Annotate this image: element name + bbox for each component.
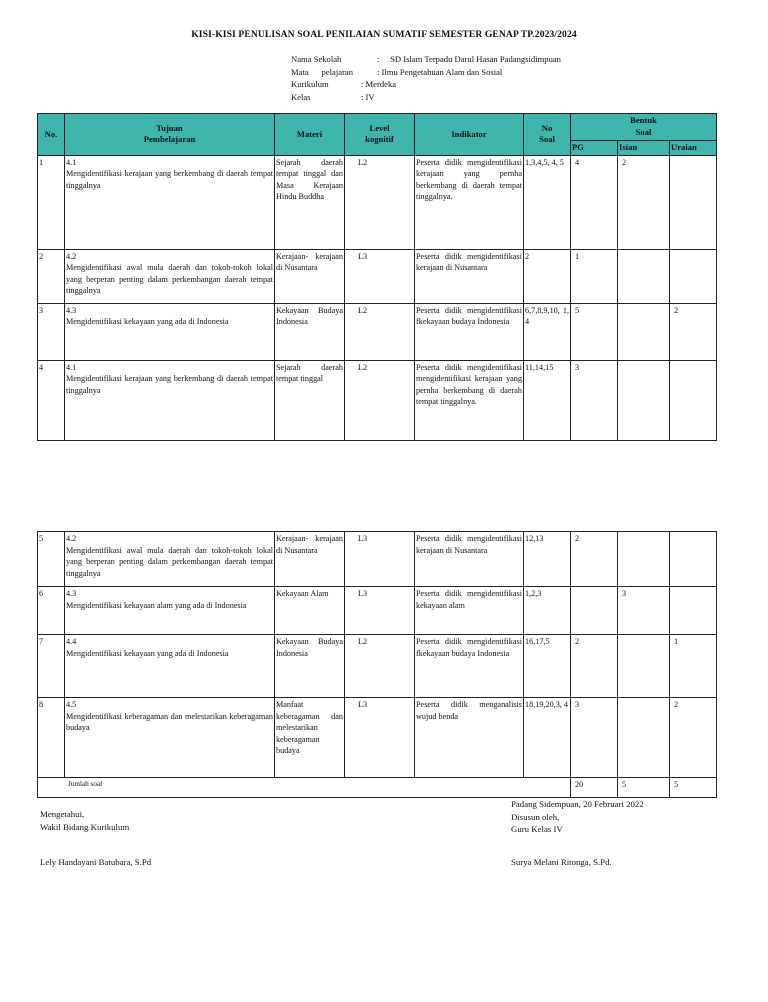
info-label: Kurikulum (291, 79, 329, 89)
materi-cell: Kerajaan- kerajaan di Nusantara (275, 532, 345, 587)
materi-cell: Kekayaan Budaya Indonesia (275, 303, 345, 360)
table-row (38, 532, 717, 587)
materi-cell: Kekayaan Alam (275, 587, 345, 635)
row-no: 1 (38, 155, 65, 249)
info-row-class (291, 91, 561, 104)
table-row (38, 303, 717, 360)
tp-code: 4.3 (66, 589, 77, 598)
header-isian: Isian (618, 141, 670, 156)
header-uraian: Uraian (670, 141, 717, 156)
indikator-cell: Peserta didik mengidentifikasi kerajaan di Nusantara (415, 249, 524, 303)
indikator-cell: Peserta didik mengidentifikasi kekayaan alam (415, 587, 524, 635)
info-value: : SD Islam Terpadu Darul Hasan Padangsidimpuan (377, 54, 561, 64)
no-soal-cell: 16,17,5 (524, 635, 571, 698)
signature-right-name: Surya Melani Ritonga, S.Pd. (511, 857, 612, 867)
row-no: 3 (38, 303, 65, 360)
tp-code: 4.4 (66, 637, 77, 646)
isian-cell: 3 (618, 587, 670, 635)
tujuan-cell (65, 587, 275, 635)
tp-text: Mengidentifikasi kerajaan yang berkembang di daerah tempat tinggalnya (66, 374, 273, 395)
header-bentuk-soal: Bentuk Soal (571, 114, 717, 141)
info-value: : IV (361, 91, 375, 102)
pg-cell (571, 587, 618, 635)
tp-code: 4.2 (66, 534, 77, 543)
isian-cell (618, 635, 670, 698)
materi-cell: Sejarah daerah tempat tinggal dan Masa Kerajaan Hindu Buddha (275, 155, 345, 249)
tp-text: Mengidentifikasi awal mula daerah dan tokoh-tokoh lokal yang berperan penting dalam perkembangan daerah tempat tinggalnya (66, 263, 273, 296)
indikator-cell: Peserta didik mengidentifikasi mengidentifikasi kerajaan yang pernha berkembang di daerah tempat tinggalnya. (415, 360, 524, 440)
level-cell: L2 (345, 303, 415, 360)
tp-code: 4.3 (66, 305, 77, 315)
tujuan-cell (65, 360, 275, 440)
no-soal-cell: 12,13 (524, 532, 571, 587)
uraian-cell (670, 155, 717, 249)
tujuan-cell (65, 698, 275, 778)
tp-text: Mengidentifikasi keberagaman dan melestarikan keberagaman budaya (66, 711, 273, 733)
indikator-cell: Peserta didik mengidentifikasi kerajaan di Nusantara (415, 532, 524, 587)
tp-code: 4.1 (66, 157, 77, 167)
no-soal-cell: 2 (524, 249, 571, 303)
uraian-cell (670, 249, 717, 303)
row-no: 7 (38, 635, 65, 698)
header-indikator: Indikator (415, 114, 524, 156)
signature-left (40, 808, 129, 833)
kisi-kisi-table-part2 (37, 531, 717, 798)
no-soal-cell: 1,3,4,5, 4, 5 (524, 155, 571, 249)
pg-cell: 2 (571, 532, 618, 587)
tujuan-cell (65, 303, 275, 360)
uraian-cell (670, 360, 717, 440)
isian-cell (618, 303, 670, 360)
level-cell: L2 (345, 360, 415, 440)
tp-text: Mengidentifikasi kekayaan yang ada di Indonesia (66, 648, 229, 658)
tp-text: Mengidentifikasi kekayaan alam yang ada di Indonesia (66, 600, 247, 610)
info-value: : Merdeka (361, 79, 397, 89)
info-row-school (291, 53, 561, 66)
total-row (38, 778, 717, 798)
level-cell: L3 (345, 249, 415, 303)
no-soal-cell: 1,2,3 (524, 587, 571, 635)
tp-code: 4.5 (66, 700, 77, 709)
table-row (38, 360, 717, 440)
tp-code: 4.2 (66, 251, 77, 261)
no-soal-cell: 6,7,8,9,10, 1, 4 (524, 303, 571, 360)
header-no-soal: No Soal (524, 114, 571, 156)
table-row (38, 698, 717, 778)
isian-cell (618, 698, 670, 778)
pg-cell: 3 (571, 360, 618, 440)
level-cell: L2 (345, 635, 415, 698)
level-cell: L3 (345, 532, 415, 587)
table-row (38, 587, 717, 635)
info-label: Nama Sekolah (291, 54, 342, 64)
row-no: 8 (38, 698, 65, 778)
total-isian: 5 (618, 778, 670, 798)
row-no: 4 (38, 360, 65, 440)
total-label: Jumlah soal (38, 778, 571, 798)
pg-cell: 3 (571, 698, 618, 778)
right-line3: Guru Kelas IV (511, 824, 563, 834)
info-label: Mata pelajaran (291, 66, 354, 77)
signature-left-name: Lely Handayani Batubara, S.Pd (40, 857, 152, 867)
indikator-cell: Peserta didik mengidentifikasi fkekayaan budaya Indonesia (415, 635, 524, 698)
uraian-cell (670, 587, 717, 635)
no-soal-cell: 11,14,15 (524, 360, 571, 440)
total-pg: 20 (571, 778, 618, 798)
table-row (38, 249, 717, 303)
indikator-cell: Peserta didik menganalisis wujud benda (415, 698, 524, 778)
tujuan-cell (65, 155, 275, 249)
info-label: Kelas (291, 91, 311, 102)
tp-text: Mengidentifikasi kerajaan yang berkembang di daerah tempat tinggalnya (66, 169, 273, 190)
uraian-cell: 2 (670, 698, 717, 778)
tujuan-cell (65, 635, 275, 698)
right-line2: Disusun oleh, (511, 811, 560, 822)
info-row-subject (291, 66, 561, 79)
indikator-cell: Peserta didik mengidentifikasi kerajaan yang pernha berkembang di daerah tempat tinggalnya. (415, 155, 524, 249)
tujuan-cell (65, 532, 275, 587)
row-no: 6 (38, 587, 65, 635)
table-row (38, 155, 717, 249)
materi-cell: Kerajaan- kerajaan di Nusantara (275, 249, 345, 303)
pg-cell: 5 (571, 303, 618, 360)
uraian-cell: 1 (670, 635, 717, 698)
tp-text: Mengidentifikasi awal mula daerah dan tokoh-tokoh lokal yang berperan penting dalam perkembangan daerah tempat tinggalnya (66, 545, 273, 578)
row-no: 5 (38, 532, 65, 587)
tp-code: 4.1 (66, 362, 77, 372)
isian-cell (618, 249, 670, 303)
tujuan-cell (65, 249, 275, 303)
info-row-curriculum (291, 78, 561, 91)
left-line2: Wakil Bidang Kurikulum (40, 821, 130, 832)
indikator-cell: Peserta didik mengidentifikasi fkekayaan budaya Indonesia (415, 303, 524, 360)
level-cell: L3 (345, 587, 415, 635)
left-line1: Mengetahui, (40, 809, 85, 819)
header-materi: Materi (275, 114, 345, 156)
level-cell: L2 (345, 155, 415, 249)
uraian-cell (670, 532, 717, 587)
school-info (291, 53, 561, 103)
pg-cell: 4 (571, 155, 618, 249)
document-title: KISI-KISI PENULISAN SOAL PENILAIAN SUMATIF SEMESTER GENAP TP.2023/2024 (191, 29, 577, 40)
row-no: 2 (38, 249, 65, 303)
pg-cell: 1 (571, 249, 618, 303)
isian-cell: 2 (618, 155, 670, 249)
uraian-cell: 2 (670, 303, 717, 360)
signature-right (511, 798, 644, 836)
header-level: Level kognitif (345, 114, 415, 156)
header-tujuan: Tujuan Pembelajaran (65, 114, 275, 156)
header-no: No. (38, 114, 65, 156)
total-uraian: 5 (670, 778, 717, 798)
kisi-kisi-table-part1 (37, 113, 717, 441)
level-cell: L3 (345, 698, 415, 778)
no-soal-cell: 18,19,20,3, 4 (524, 698, 571, 778)
info-value: : Ilmu Pengetahuan Alam dan Sosial (377, 66, 503, 77)
pg-cell: 2 (571, 635, 618, 698)
isian-cell (618, 360, 670, 440)
header-pg: PG (571, 141, 618, 156)
tp-text: Mengidentifikasi kekayaan yang ada di Indonesia (66, 317, 229, 327)
materi-cell: Manfaat keberagaman dan melestarikan keberagaman budaya (275, 698, 345, 778)
table-row (38, 635, 717, 698)
materi-cell: Sejarah daerah tempat tinggal (275, 360, 345, 440)
materi-cell: Kekayaan Budaya Indonesia (275, 635, 345, 698)
isian-cell (618, 532, 670, 587)
right-line1: Padang Sidempuan, 20 Februari 2022 (511, 799, 644, 809)
